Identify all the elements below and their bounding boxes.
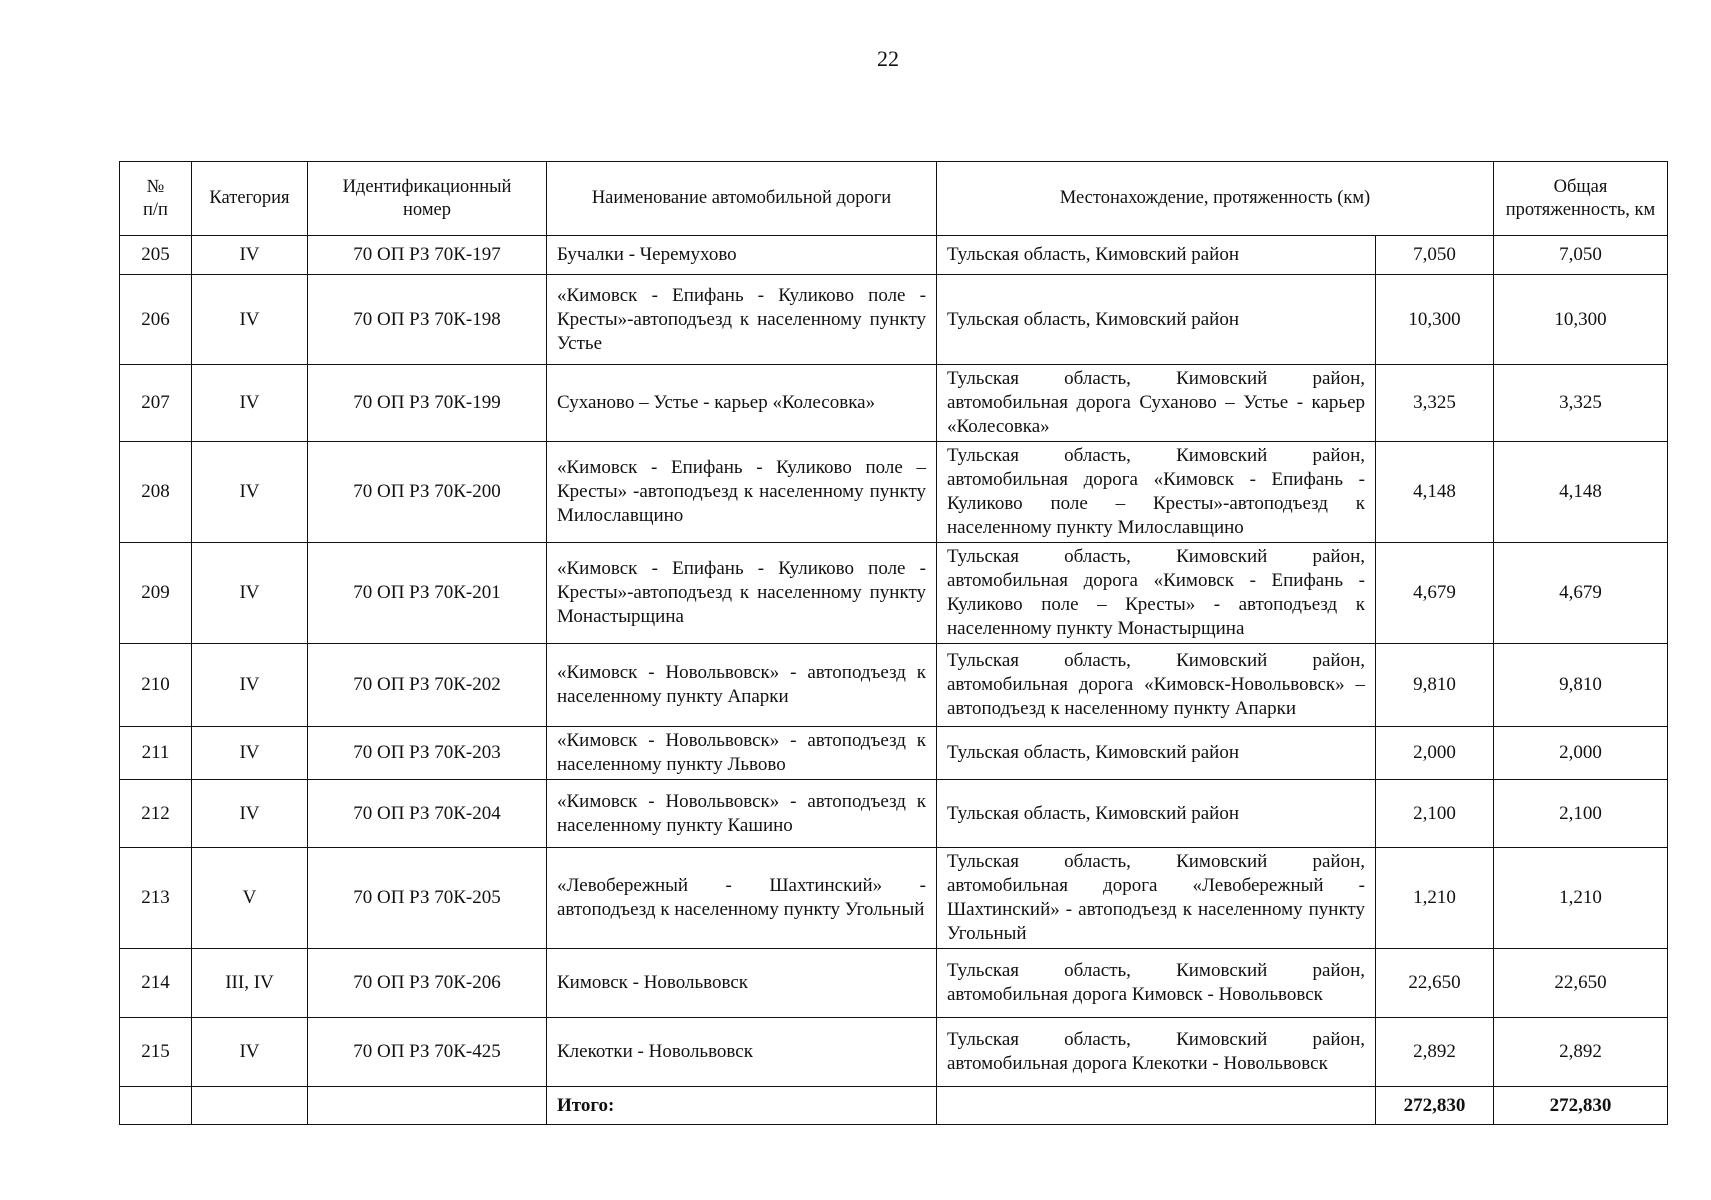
table-row — [120, 949, 1668, 1018]
cell-total: 7,050 — [1494, 236, 1668, 275]
cell-road-name: «Кимовск - Новольвовск» - автоподъезд к населенному пункту Львово — [547, 727, 937, 780]
cell-length: 10,300 — [1376, 275, 1494, 365]
cell-location: Тульская область, Кимовский район — [937, 236, 1376, 275]
total-length: 272,830 — [1376, 1087, 1494, 1125]
cell-road-name: Кимовск - Новольвовск — [547, 949, 937, 1018]
cell-no: 209 — [120, 543, 192, 644]
cell-empty — [937, 1087, 1376, 1125]
cell-road-name: «Левобережный - Шахтинский» - автоподъезд к населенному пункту Угольный — [547, 848, 937, 949]
cell-location: Тульская область, Кимовский район — [937, 275, 1376, 365]
cell-total: 3,325 — [1494, 365, 1668, 442]
cell-id: 70 ОП РЗ 70К-206 — [308, 949, 547, 1018]
cell-category: IV — [192, 1018, 308, 1087]
cell-road-name: «Кимовск - Епифань - Куликово поле - Кресты»-автоподъезд к населенному пункту Монастырщина — [547, 543, 937, 644]
cell-id: 70 ОП РЗ 70К-199 — [308, 365, 547, 442]
cell-no: 205 — [120, 236, 192, 275]
cell-total: 4,679 — [1494, 543, 1668, 644]
cell-road-name: «Кимовск - Епифань - Куликово поле - Кресты»-автоподъезд к населенному пункту Устье — [547, 275, 937, 365]
cell-no: 213 — [120, 848, 192, 949]
cell-empty — [120, 1087, 192, 1125]
cell-id: 70 ОП РЗ 70К-200 — [308, 442, 547, 543]
cell-location: Тульская область, Кимовский район, автомобильная дорога Клекотки - Новольвовск — [937, 1018, 1376, 1087]
cell-length: 9,810 — [1376, 644, 1494, 727]
cell-category: IV — [192, 236, 308, 275]
cell-total: 22,650 — [1494, 949, 1668, 1018]
cell-road-name: «Кимовск - Новольвовск» - автоподъезд к населенному пункту Апарки — [547, 644, 937, 727]
cell-location: Тульская область, Кимовский район — [937, 780, 1376, 848]
cell-no: 210 — [120, 644, 192, 727]
header-row — [120, 162, 1668, 236]
cell-no: 206 — [120, 275, 192, 365]
cell-category: IV — [192, 780, 308, 848]
roads-table — [119, 161, 1668, 1125]
cell-id: 70 ОП РЗ 70К-198 — [308, 275, 547, 365]
cell-location: Тульская область, Кимовский район — [937, 727, 1376, 780]
cell-location: Тульская область, Кимовский район, автомобильная дорога «Кимовск-Новольвовск» – автоподъезд к населенному пункту Апарки — [937, 644, 1376, 727]
cell-total: 1,210 — [1494, 848, 1668, 949]
cell-road-name: Суханово – Устье - карьер «Колесовка» — [547, 365, 937, 442]
table-row — [120, 543, 1668, 644]
cell-id: 70 ОП РЗ 70К-202 — [308, 644, 547, 727]
cell-total: 4,148 — [1494, 442, 1668, 543]
cell-empty — [308, 1087, 547, 1125]
cell-empty — [192, 1087, 308, 1125]
cell-no: 207 — [120, 365, 192, 442]
cell-category: V — [192, 848, 308, 949]
total-overall: 272,830 — [1494, 1087, 1668, 1125]
cell-total: 2,892 — [1494, 1018, 1668, 1087]
cell-location: Тульская область, Кимовский район, автомобильная дорога «Кимовск - Епифань - Куликово поле – Кресты»-автоподъезд к населенному пункту Милославщино — [937, 442, 1376, 543]
cell-total: 9,810 — [1494, 644, 1668, 727]
page-number: 22 — [877, 46, 899, 71]
cell-total: 2,000 — [1494, 727, 1668, 780]
cell-road-name: Бучалки - Черемухово — [547, 236, 937, 275]
cell-category: IV — [192, 543, 308, 644]
cell-location: Тульская область, Кимовский район, автомобильная дорога «Левобережный - Шахтинский» - автоподъезд к населенному пункту Угольный — [937, 848, 1376, 949]
cell-no: 212 — [120, 780, 192, 848]
cell-category: III, IV — [192, 949, 308, 1018]
table-row — [120, 442, 1668, 543]
table-row — [120, 1018, 1668, 1087]
cell-total: 10,300 — [1494, 275, 1668, 365]
cell-id: 70 ОП РЗ 70К-203 — [308, 727, 547, 780]
cell-category: IV — [192, 727, 308, 780]
cell-no: 208 — [120, 442, 192, 543]
table-row — [120, 236, 1668, 275]
cell-length: 2,892 — [1376, 1018, 1494, 1087]
table-row — [120, 780, 1668, 848]
header-location: Местонахождение, протяженность (км) — [937, 162, 1494, 236]
cell-length: 1,210 — [1376, 848, 1494, 949]
cell-no: 211 — [120, 727, 192, 780]
cell-road-name: «Кимовск - Епифань - Куликово поле – Кресты» -автоподъезд к населенному пункту Милославщино — [547, 442, 937, 543]
cell-length: 2,000 — [1376, 727, 1494, 780]
cell-length: 7,050 — [1376, 236, 1494, 275]
cell-id: 70 ОП РЗ 70К-197 — [308, 236, 547, 275]
cell-location: Тульская область, Кимовский район, автомобильная дорога Кимовск - Новольвовск — [937, 949, 1376, 1018]
cell-length: 4,148 — [1376, 442, 1494, 543]
cell-id: 70 ОП РЗ 70К-204 — [308, 780, 547, 848]
cell-length: 22,650 — [1376, 949, 1494, 1018]
table-row — [120, 365, 1668, 442]
header-id-number: Идентификационный номер — [308, 162, 547, 236]
cell-length: 4,679 — [1376, 543, 1494, 644]
cell-road-name: «Кимовск - Новольвовск» - автоподъезд к населенному пункту Кашино — [547, 780, 937, 848]
cell-no: 215 — [120, 1018, 192, 1087]
cell-location: Тульская область, Кимовский район, автомобильная дорога Суханово – Устье - карьер «Колесовка» — [937, 365, 1376, 442]
table-row — [120, 644, 1668, 727]
cell-id: 70 ОП РЗ 70К-205 — [308, 848, 547, 949]
cell-length: 2,100 — [1376, 780, 1494, 848]
header-category: Категория — [192, 162, 308, 236]
header-no: № п/п — [120, 162, 192, 236]
cell-category: IV — [192, 275, 308, 365]
cell-length: 3,325 — [1376, 365, 1494, 442]
table-row — [120, 727, 1668, 780]
header-total-length: Общая протяженность, км — [1494, 162, 1668, 236]
cell-location: Тульская область, Кимовский район, автомобильная дорога «Кимовск - Епифань - Куликово поле – Кресты» - автоподъезд к населенному пункту Монастырщина — [937, 543, 1376, 644]
cell-category: IV — [192, 365, 308, 442]
cell-no: 214 — [120, 949, 192, 1018]
total-row — [120, 1087, 1668, 1125]
cell-category: IV — [192, 644, 308, 727]
cell-id: 70 ОП РЗ 70К-425 — [308, 1018, 547, 1087]
header-road-name: Наименование автомобильной дороги — [547, 162, 937, 236]
cell-id: 70 ОП РЗ 70К-201 — [308, 543, 547, 644]
cell-category: IV — [192, 442, 308, 543]
cell-total: 2,100 — [1494, 780, 1668, 848]
cell-road-name: Клекотки - Новольвовск — [547, 1018, 937, 1087]
total-label: Итого: — [547, 1087, 937, 1125]
table-row — [120, 275, 1668, 365]
table-row — [120, 848, 1668, 949]
